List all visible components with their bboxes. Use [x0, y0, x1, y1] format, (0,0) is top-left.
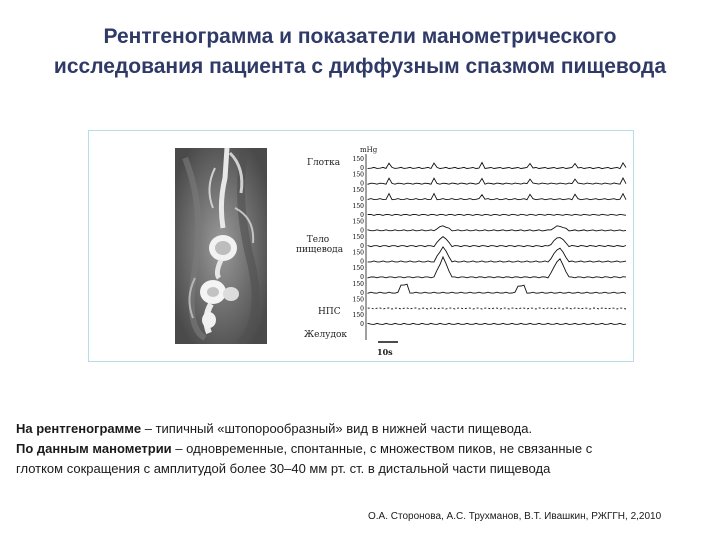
tick-label-high: 150: [352, 202, 364, 210]
caption-line-3: глотком сокращения с амплитудой более 30–40 мм рт. ст. в дистальной части пищевода: [16, 461, 551, 476]
pressure-trace: [368, 308, 626, 309]
manometry-tracings: [340, 150, 630, 350]
tick-label-high: 150: [352, 249, 364, 257]
tick-label-zero: 0: [360, 243, 364, 250]
tick-label-high: 150: [352, 280, 364, 288]
tick-label-zero: 0: [360, 211, 364, 219]
tick-label-high: 150: [352, 171, 364, 179]
caption-manometry-text: – одновременные, спонтанные, с множеством пиков, не связанные с: [171, 441, 593, 456]
tick-label-zero: 0: [360, 321, 364, 328]
tick-label-zero: 0: [360, 305, 364, 313]
pressure-trace: [368, 257, 626, 278]
caption-xray-lead: На рентгенограмме: [16, 421, 142, 436]
pressure-unit-label: mHg: [360, 146, 378, 154]
tick-label-zero: 0: [360, 180, 364, 188]
tick-label-zero: 0: [360, 274, 364, 282]
pressure-trace: [368, 194, 626, 200]
pressure-trace: [368, 178, 626, 184]
tick-label-high: 150: [352, 187, 364, 195]
caption-xray-text: – типичный «штопорообразный» вид в нижней части пищевода.: [141, 421, 533, 436]
tick-label-high: 150: [352, 218, 364, 226]
pressure-trace: [368, 247, 626, 262]
tick-label-zero: 0: [360, 165, 364, 172]
esophageal-body-label-line2: пищевода: [296, 245, 344, 255]
stomach-label: Желудок: [304, 330, 348, 340]
pressure-trace: [368, 163, 626, 169]
caption-line-2: [16, 439, 706, 459]
tick-label-high: 150: [352, 265, 364, 273]
tick-label-high: 150: [352, 312, 364, 319]
esophageal-body-label-line1: Тело: [306, 235, 330, 245]
title-line-1: Рентгенограмма и показатели манометрического: [103, 25, 617, 48]
tick-label-zero: 0: [360, 227, 364, 235]
caption: [16, 419, 706, 479]
title-line-2: исследования пациента с диффузным спазмом пищевода: [53, 55, 667, 78]
caption-line-1: [16, 419, 706, 439]
esophageal-body-label: [296, 235, 344, 255]
pressure-trace: [368, 323, 626, 324]
pressure-trace: [368, 284, 626, 293]
tick-label-zero: 0: [360, 289, 364, 297]
pressure-trace: [368, 237, 626, 247]
tick-label-high: 150: [352, 234, 364, 241]
pharynx-label: Глотка: [307, 158, 341, 168]
tick-label-high: 150: [352, 156, 364, 163]
citation: О.А. Сторонова, А.С. Трухманов, В.Т. Ивашкин, РЖГГН, 2,2010: [368, 511, 662, 522]
barium-xray-image: [175, 148, 267, 344]
tick-label-high: 150: [352, 296, 364, 304]
slide-title: [40, 22, 680, 82]
les-label: НПС: [318, 307, 341, 317]
tick-label-zero: 0: [360, 258, 364, 266]
tick-label-zero: 0: [360, 196, 364, 204]
caption-manometry-lead: По данным манометрии: [16, 441, 172, 456]
pressure-trace: [368, 214, 626, 215]
time-scale-label: 10s: [377, 347, 393, 357]
pressure-trace: [368, 226, 626, 231]
